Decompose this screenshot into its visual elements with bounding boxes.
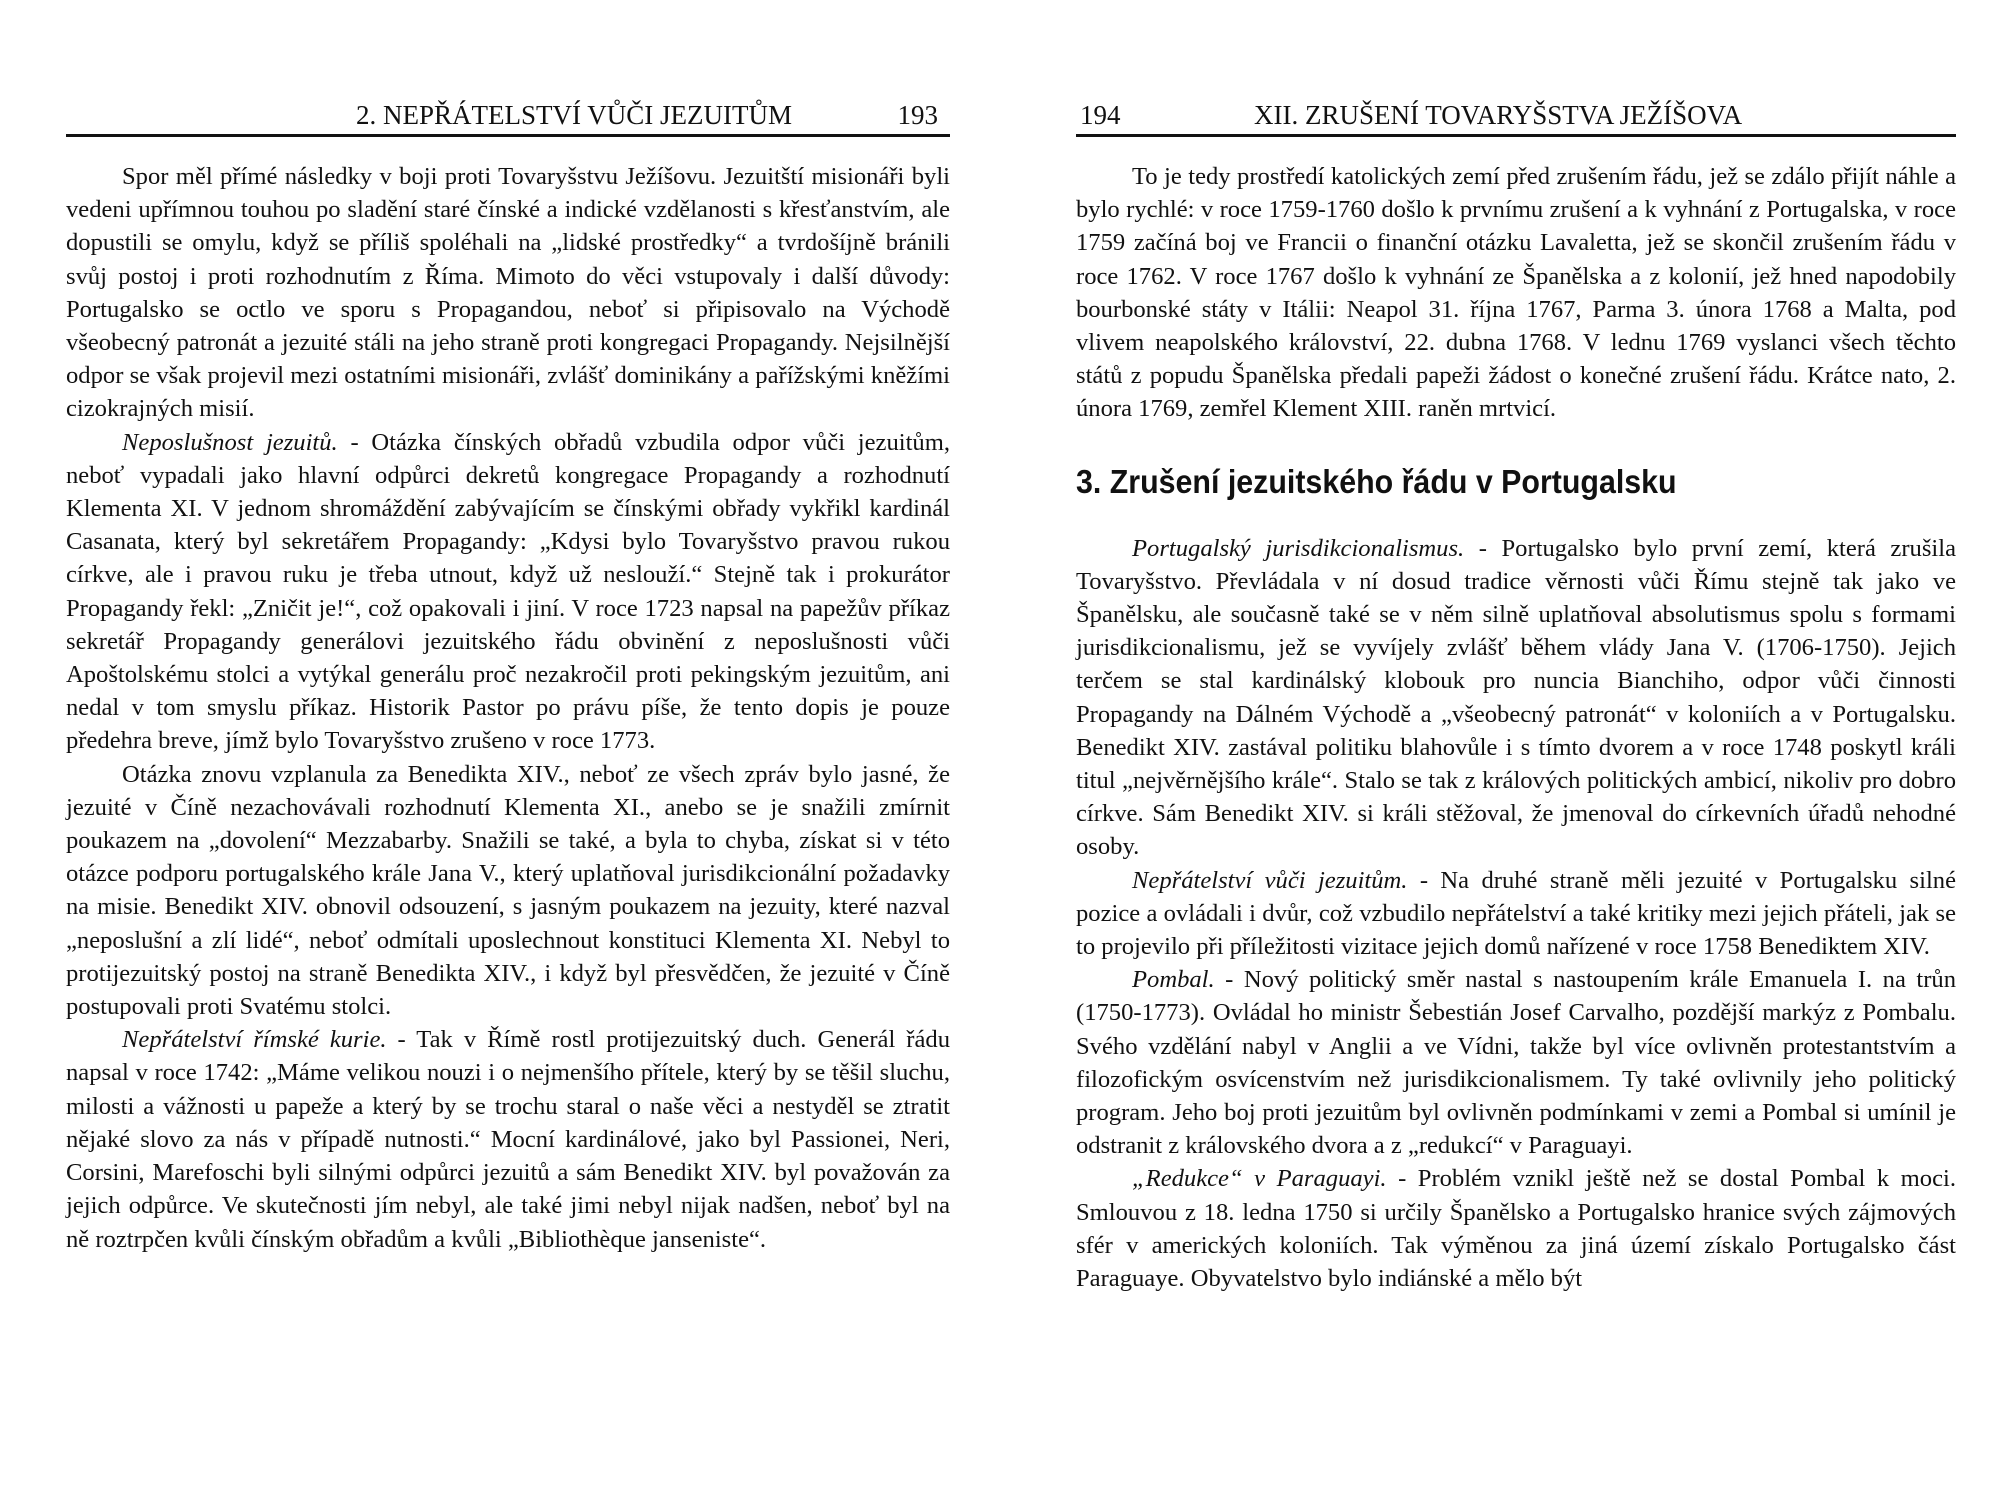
paragraph: Otázka znovu vzplanula za Benedikta XIV., neboť ze všech zpráv bylo jasné, že jezuité v Číně nezachovávali rozhodnutí Klementa XI., anebo se je snažili zmírnit poukazem na „dovolení“ Mezzabarby. Snažili se také, a byla to chyba, získat si v této otázce podporu portugalského krále Jana V., který uplatňoval jurisdikcionální požadavky na misie. Benedikt XIV. obnovil odsouzení, s jasným poukazem na jezuity, které nazval „neposlušní a zlí lidé“, neboť odmítali uposlechnout konstituci Klementa XI. Nebyl to protijezuitský postoj na straně Benedikta XIV., i když byl přesvědčen, že jezuité v Číně postupovali proti Svatému stolci. (66, 760, 950, 1021)
section-heading: 3. Zrušení jezuitského řádu v Portugalsku (1076, 462, 1677, 500)
right-page (1076, 0, 1956, 1500)
paragraph (1076, 864, 1956, 964)
running-header (66, 98, 950, 137)
paragraph (1076, 963, 1956, 1162)
paragraph: Spor měl přímé následky v boji proti Tovaryšstvu Ježíšovu. Jezuitští misionáři byli vedeni upřímnou touhou po sladění staré čínské a indické vzdělanosti s křesťanstvím, ale dopustili se omylu, když se příliš spoléhali na „lidské prostředky“ a tvrdošíjně bránili svůj postoj i proti rozhodnutím z Říma. Mimoto do věci vstupovaly i další důvody: Portugalsko se octlo ve sporu s Propagandou, neboť si připisovalo na Východě všeobecný patronát a jezuité stáli na jeho straně proti kongregaci Propagandy. Nejsilnější odpor se však projevil mezi ostatními misionáři, zvlášť dominikány a pařížskými kněžími cizokrajných misií. (66, 163, 950, 423)
paragraph-text: - Nový politický směr nastal s nastoupením krále Emanuela I. na trůn (1750-1773). Ovládal ho ministr Šebestián Josef Carvalho, pozdější markýz z Pombalu. Svého vzdělání nabyl v Anglii a ve Vídni, takže byl více ovlivněn protestantstvím a filozofickým osvícenstvím než jurisdikcionalismem. Ty také ovlivnily jeho politický program. Jeho boj proti jezuitům byl ovlivněn podmínkami v zemi a Pombal si umínil je odstranit z královského dvora a z „redukcí“ v Paraguayi. (1076, 966, 1956, 1160)
page-number: 194 (1080, 100, 1121, 130)
page-number: 193 (897, 100, 938, 130)
paragraph (66, 1023, 950, 1255)
paragraph (66, 426, 950, 758)
paragraph-heading: Pombal. (1132, 966, 1215, 994)
paragraph-text: - Na druhé straně měli jezuité v Portugalsku silné pozice a ovládali i dvůr, což vzbudilo nepřátelství a také kritiky mezi jejich přáteli, jak se to projevilo při příležitosti vizitace jejich domů nařízené v roce 1758 Benediktem XIV. (1076, 866, 1956, 961)
header-title: 2. NEPŘÁTELSTVÍ VŮČI JEZUITŮM (356, 100, 792, 130)
paragraph-heading: Nepřátelství vůči jezuitům. (1132, 866, 1408, 894)
paragraph-text: - Tak v Římě rostl protijezuitský duch. Generál řádu napsal v roce 1742: „Máme velikou nouzi i o nejmenšího přítele, který by se těšil sluchu, milosti a vážnosti u papeže a který by se trochu staral o naše věci a nestyděl se ztratit nějaké slovo za nás v případě nutnosti.“ Mocní kardinálové, jako byl Passionei, Neri, Corsini, Marefoschi byli silnými odpůrci jezuitů a sám Benedikt XIV. byl považován za jejich odpůrce. Ve skutečnosti jím nebyl, ale také jimi nebyl nijak nadšen, neboť byl na ně roztrpčen kvůli čínským obřadům a kvůli „Bibliothèque janseniste“. (66, 1026, 950, 1253)
header-title: XII. ZRUŠENÍ TOVARYŠSTVA JEŽÍŠOVA (1254, 100, 1743, 130)
running-header (1076, 98, 1956, 137)
left-page (66, 0, 950, 1500)
paragraph-heading: Portugalský jurisdikcionalismus. (1132, 534, 1465, 562)
paragraph-heading: Neposlušnost jezuitů. (122, 428, 338, 456)
paragraph-text: - Portugalsko bylo první zemí, která zrušila Tovaryšstvo. Převládala v ní dosud tradice věrnosti vůči Římu stejně tak jako ve Španělsku, ale současně také se v něm silně uplatňoval absolutismus spolu s formami jurisdikcionalismu, jež se vyvíjely zvlášť během vlády Jana V. (1706-1750). Jejich terčem se stal kardinálský klobouk pro nuncia Bianchiho, odpor vůči činnosti Propagandy na Dálném Východě a „všeobecný patronát“ v koloniích a v Portugalsku. Benedikt XIV. zastával politiku blahovůle i s tímto dvorem a v roce 1748 poskytl králi titul „nejvěrnějšího krále“. Stalo se tak z králových politických ambicí, nikoliv pro dobro církve. Sám Benedikt XIV. si králi stěžoval, že jmenoval do církevních úřadů nehodné osoby. (1076, 534, 1956, 861)
paragraph-heading: „Redukce“ v Paraguayi. (1132, 1165, 1387, 1193)
paragraph-text: - Problém vznikl ještě než se dostal Pombal k moci. Smlouvou z 18. ledna 1750 si určily Španělsko a Portugalsko hranice svých zájmových sfér v amerických koloniích. Tak výměnou za jiná území získalo Portugalsko část Paraguaye. Obyvatelstvo bylo indiánské a mělo být (1076, 1165, 1956, 1293)
paragraph-text: - Otázka čínských obřadů vzbudila odpor vůči jezuitům, neboť vypadali jako hlavní odpůrci dekretů kongregace Propagandy a rozhodnutí Klementa XI. V jednom shromáždění zabývajícím se čínskými obřady vykřikl kardinál Casanata, který byl sekretářem Propagandy: „Kdysi bylo Tovaryšstvo pravou rukou církve, ale i pravou ruku je třeba utnout, když už neslouží.“ Stejně tak i prokurátor Propagandy řekl: „Zničit je!“, což opakovali i jiní. V roce 1723 napsal na papežův příkaz sekretář Propagandy generálovi jezuitského řádu obvinění z neposlušnosti vůči Apoštolskému stolci a vytýkal generálu proč nezakročil proti pekingským jezuitům, ani nedal v tom smyslu příkaz. Historik Pastor po právu píše, že tento dopis je pouze předehra breve, jímž bylo Tovaryšstvo zrušeno v roce 1773. (66, 428, 950, 755)
paragraph (1076, 1162, 1956, 1295)
paragraph (1076, 532, 1956, 864)
page-body (1076, 160, 1956, 1295)
paragraph-heading: Nepřátelství římské kurie. (122, 1026, 387, 1054)
paragraph: To je tedy prostředí katolických zemí před zrušením řádu, jež se zdálo přijít náhle a bylo rychlé: v roce 1759-1760 došlo k prvnímu zrušení a k vyhnání z Portugalska, v roce 1759 začíná boj ve Francii o finanční otázku Lavaletta, jež se skončil zrušením řádu v roce 1762. V roce 1767 došlo k vyhnání ze Španělska a z kolonií, jež hned napodobily bourbonské státy v Itálii: Neapol 31. října 1767, Parma 3. února 1768 a Malta, pod vlivem neapolského království, 22. dubna 1768. V lednu 1769 vyslanci všech těchto států z popudu Španělska předali papeži žádost o konečné zrušení řádu. Krátce nato, 2. února 1769, zemřel Klement XIII. raněn mrtvicí. (1076, 163, 1956, 423)
page-body (66, 160, 950, 1256)
